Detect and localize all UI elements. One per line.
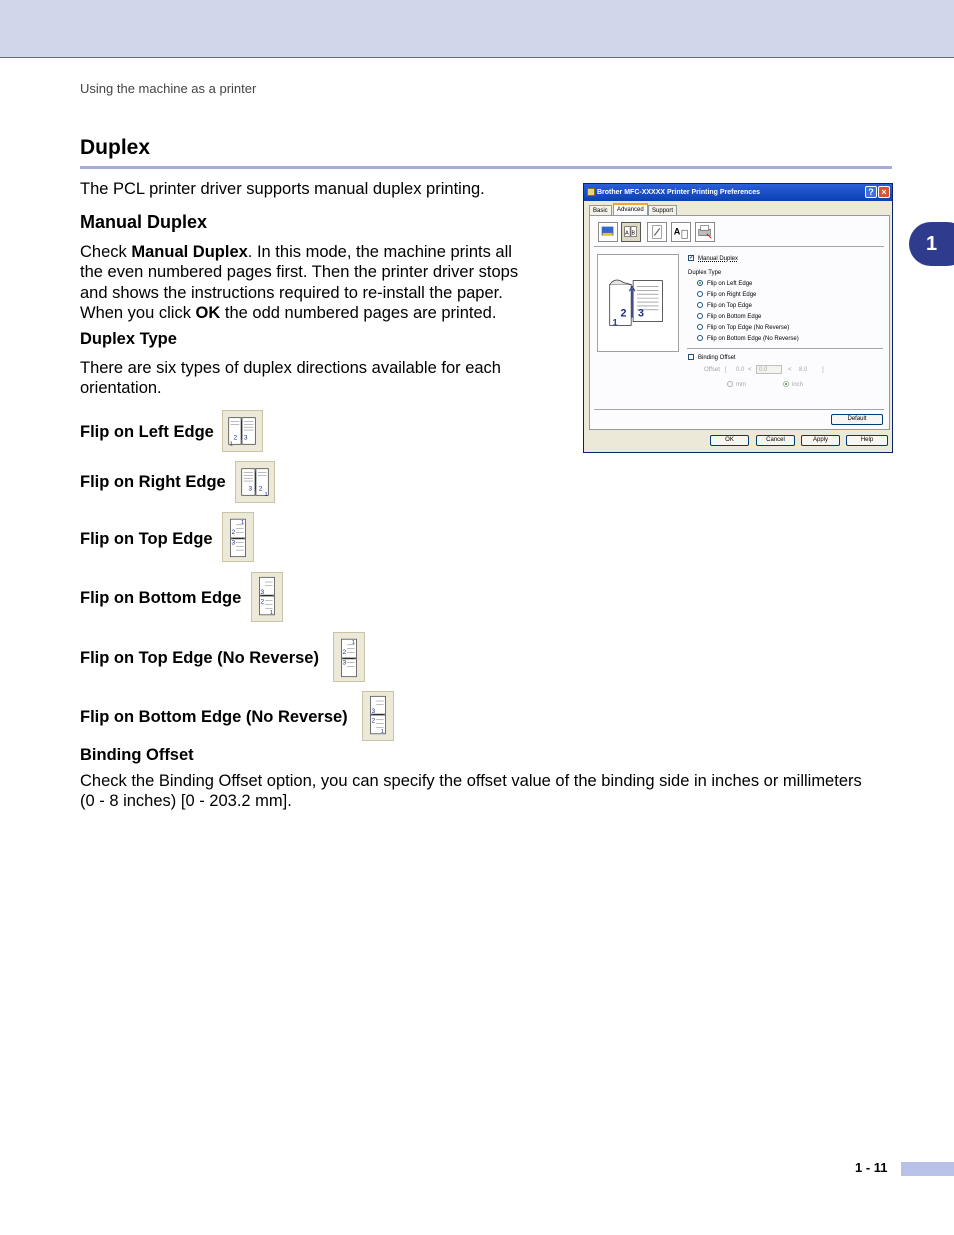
flip-bottom-edge-label: Flip on Bottom Edge [80,589,242,607]
manual-duplex-paragraph [80,242,518,323]
page-title: Duplex [80,136,151,159]
svg-text:3: 3 [231,539,236,547]
svg-text:3: 3 [260,589,265,597]
binding-offset-checkbox-label: Binding Offset [698,355,736,361]
svg-text:3: 3 [243,434,248,442]
default-button[interactable]: Default [831,414,883,425]
flip-right-edge-icon [235,461,275,503]
tab-basic[interactable]: Basic [589,205,612,216]
svg-text:2: 2 [233,434,238,442]
tab-support[interactable]: Support [648,205,677,216]
flip-top-edge-no-reverse-label: Flip on Top Edge (No Reverse) [80,649,319,667]
svg-text:2: 2 [231,529,236,537]
dialog-title: Brother MFC-XXXXX Printer Printing Preferences [597,189,760,196]
cancel-button[interactable]: Cancel [756,435,795,446]
header-band [0,0,954,58]
title-divider [80,166,892,169]
radio-flip-top-edge-no-reverse[interactable] [697,324,703,330]
manual-duplex-line-3: and shows the instructions required to re-install the paper. [80,283,503,302]
duplex-type-paragraph [80,358,501,399]
flip-top-edge-label: Flip on Top Edge [80,530,213,548]
toolbar-divider [594,246,884,247]
svg-text:1: 1 [351,639,355,646]
binding-offset-line-1: Check the Binding Offset option, you can specify the offset value of the binding side in inches or millimeters [80,772,862,790]
binding-offset-paragraph [80,771,862,812]
duplex-type-line-1: There are six types of duplex directions available for each [80,359,501,377]
chapter-tab: 1 [909,222,954,266]
help-icon[interactable]: ? [865,186,877,198]
apply-button[interactable]: Apply [801,435,840,446]
svg-text:B: B [631,230,636,237]
duplex-type-group-label: Duplex Type [688,270,722,276]
radio-flip-right-edge[interactable] [697,291,703,297]
help-button[interactable]: Help [846,435,888,446]
manual-duplex-line-1: Check Manual Duplex. In this mode, the machine prints all [80,243,512,261]
radio-label-flip-bottom-edge-no-reverse: Flip on Bottom Edge (No Reverse) [707,336,799,342]
svg-text:2: 2 [258,485,263,493]
svg-text:2: 2 [371,717,376,725]
flip-bottom-edge-no-reverse-label: Flip on Bottom Edge (No Reverse) [80,708,348,726]
dialog-title-bar [584,184,892,201]
page-number: 1 - 11 [855,1160,888,1175]
svg-text:1: 1 [229,441,233,448]
flip-bottom-edge-icon [251,572,283,622]
offset-value-input[interactable] [756,365,782,374]
radio-label-flip-top-edge: Flip on Top Edge [707,303,752,309]
manual-duplex-checkbox[interactable]: ✓ [689,255,695,261]
flip-left-edge-label: Flip on Left Edge [80,423,214,441]
radio-flip-left-edge[interactable] [697,280,703,286]
svg-text:1: 1 [269,609,273,616]
quality-icon[interactable] [598,222,618,242]
offset-bracket-open: [ [725,367,727,373]
device-options-icon[interactable] [695,222,715,242]
duplex-tool-icon[interactable] [621,222,641,242]
intro-text: The PCL printer driver supports manual duplex printing. [80,180,485,198]
offset-less-than-1: < [748,367,752,373]
binding-offset-heading: Binding Offset [80,746,194,764]
offset-bracket-close: ] [822,367,824,373]
offset-less-than-2: < [788,367,792,373]
svg-text:1: 1 [264,492,268,499]
duplex-type-heading: Duplex Type [80,330,177,348]
radio-flip-bottom-edge[interactable] [697,313,703,319]
radio-label-inch: inch [792,382,804,388]
offset-value: 0.0 [759,367,768,373]
svg-text:3: 3 [342,659,347,667]
offset-min: 0.0 [736,367,745,373]
ok-button[interactable]: OK [710,435,749,446]
binding-offset-line-2: (0 - 8 inches) [0 - 203.2 mm]. [80,792,292,811]
manual-duplex-line-2: the even numbered pages first. Then the printer driver stops [80,263,519,282]
offset-label: Offset [704,367,720,373]
svg-text:1: 1 [240,519,244,526]
page-setting-icon[interactable] [671,222,691,242]
radio-unit-mm[interactable] [727,381,733,387]
binding-offset-checkbox[interactable] [688,354,694,360]
close-icon[interactable]: × [878,186,890,198]
svg-text:A: A [625,230,629,237]
radio-unit-inch[interactable] [783,381,789,387]
preview-page-2: 2 [620,307,627,320]
flip-left-edge-icon [222,410,263,452]
svg-text:A: A [673,226,681,237]
manual-duplex-heading: Manual Duplex [80,212,208,232]
preview-page-3: 3 [638,307,644,320]
radio-label-flip-left-edge: Flip on Left Edge [707,281,753,287]
printing-preferences-dialog [583,183,893,453]
flip-top-edge-no-reverse-icon [333,632,365,682]
flip-top-edge-icon [222,512,254,562]
watermark-icon[interactable] [647,222,667,242]
svg-text:3: 3 [248,485,253,493]
radio-flip-bottom-edge-no-reverse[interactable] [697,335,703,341]
radio-label-flip-right-edge: Flip on Right Edge [707,292,757,298]
flip-bottom-edge-no-reverse-icon [362,691,394,741]
manual-duplex-checkbox-label: Manual Duplex [698,256,739,262]
panel-bottom-divider [594,409,884,410]
radio-label-mm: mm [736,382,746,388]
preview-page-1: 1 [612,317,618,328]
radio-label-flip-bottom-edge: Flip on Bottom Edge [707,314,762,320]
manual-duplex-line-4: When you click OK the odd numbered pages are printed. [80,303,497,322]
duplex-group-divider [687,348,883,349]
svg-text:2: 2 [342,649,347,657]
offset-max: 8.0 [799,367,808,373]
radio-label-flip-top-edge-no-reverse: Flip on Top Edge (No Reverse) [707,325,790,331]
duplex-type-line-2: orientation. [80,379,162,398]
tab-advanced[interactable]: Advanced [613,203,648,216]
breadcrumb: Using the machine as a printer [80,81,257,96]
svg-text:1: 1 [380,728,384,735]
svg-text:3: 3 [371,708,376,716]
duplex-preview [597,254,679,352]
flip-right-edge-label: Flip on Right Edge [80,473,226,491]
svg-text:2: 2 [260,598,265,606]
page-number-bar [901,1162,954,1176]
radio-flip-top-edge[interactable] [697,302,703,308]
printer-icon [587,188,595,196]
